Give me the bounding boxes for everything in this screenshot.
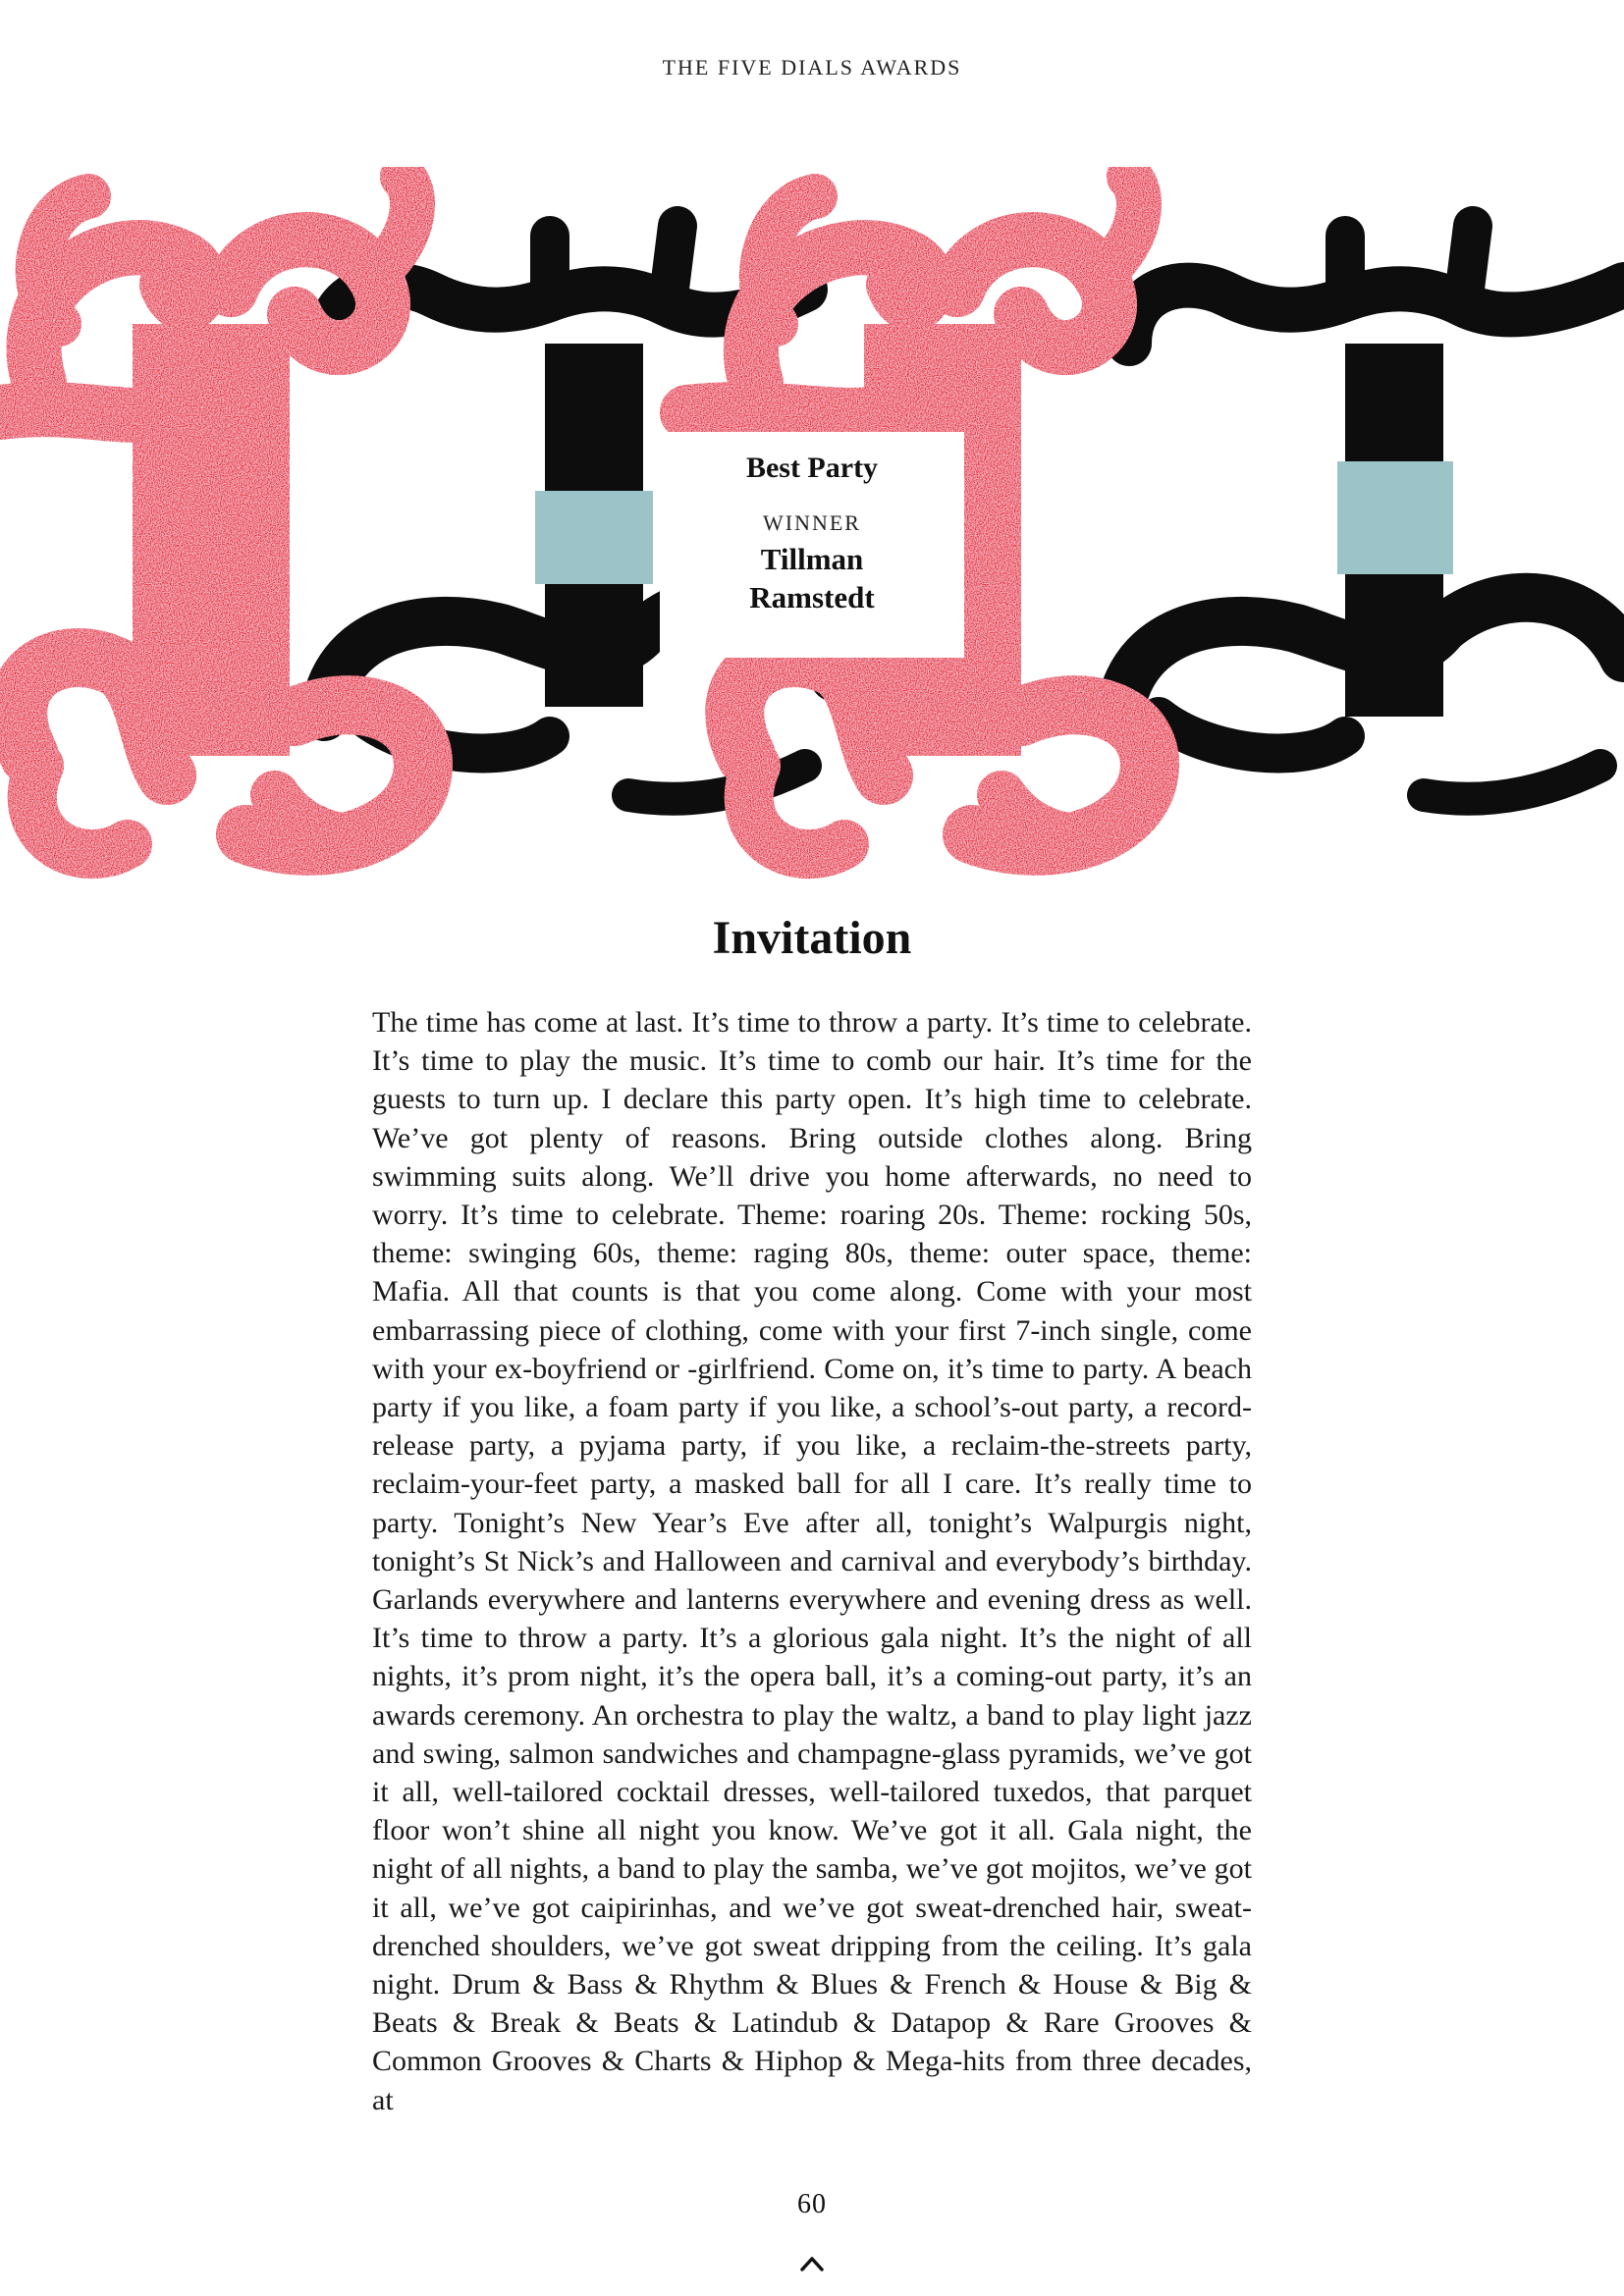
caret-up-icon[interactable] [798, 2254, 826, 2273]
black-figure-1-forearm-right [668, 226, 677, 304]
black-figure-2-forearm-right [1463, 226, 1473, 304]
red-figure-1-crossbar [0, 409, 167, 415]
award-label: WINNER [763, 510, 861, 535]
black-figure-2-hand-right [1424, 766, 1600, 799]
award-category: Best Party [745, 452, 879, 484]
page-number: 60 [797, 2189, 827, 2219]
award-winner-first-name: Tillman [760, 542, 864, 576]
article-title: Invitation [712, 912, 912, 964]
red-figure-2-crossbar [687, 409, 884, 415]
award-panel [660, 432, 964, 658]
black-figure-2-arms-top [1129, 285, 1624, 344]
running-header: THE FIVE DIALS AWARDS [662, 55, 962, 80]
award-winner-last-name: Ramstedt [749, 580, 875, 614]
black-figure-2-waistband [1337, 461, 1453, 574]
article-body: The time has come at last. It’s time to throw a party. It’s time to celebrate. It’s time to play the music. It’s time to comb our hair. It’s time for the guests to turn up. I declare this party open. It’s high time to celebrate. We’ve got plenty of reasons. Bring outside clothes along. Bring swimming suits along. We’ll drive you home afterwards, no need to worry. It’s time to celebrate. Theme: roaring 20s. Theme: rocking 50s, theme: swinging 60s, theme: raging 80s, theme: outer space, theme: Mafia. All that counts is that you come along. Come with your most embarrassing piece of clothing, come with your first 7-inch single, come with your ex-boyfriend or -girlfriend. Come on, it’s time to party. A beach party if you like, a foam party if you like, a school’s-out party, a record-release party, a pyjama party, if you like, a reclaim-the-streets party, reclaim-your-feet party, a masked ball for all I care. It’s really time to party. Tonight’s New Year’s Eve after all, tonight’s Walpurgis night, tonight’s St Nick’s and Halloween and carnival and everybody’s birthday. Garlands everywhere and lanterns everywhere and evening dress as well. It’s time to throw a party. It’s a glorious gala night. It’s the night of all nights, it’s prom night, it’s the opera ball, it’s a coming-out party, it’s an awards ceremony. An orchestra to play the waltz, a band to play light jazz and swing, salmon sandwiches and champagne-glass pyramids, we’ve got it all, well-tailored cocktail dresses, well-tailored tuxedos, that parquet floor won’t shine all night you know. We’ve got it all. Gala night, the night of all nights, a band to play the samba, we’ve got mojitos, we’ve got it all, we’ve got caipirinhas, and we’ve got sweat-drenched hair, sweat-drenched shoulders, we’ve got sweat dripping from the ceiling. It’s gala night. Drum & Bass & Rhythm & Blues & French & House & Big & Beats & Break & Beats & Latindub & Datapop & Rare Grooves & Common Grooves & Charts & Hiphop & Mega-hits from three decades, at [372, 1006, 1252, 2116]
award-winner [660, 540, 964, 616]
black-figure-1-waistband [535, 491, 653, 584]
black-figure-2-hand-left [1159, 717, 1345, 753]
